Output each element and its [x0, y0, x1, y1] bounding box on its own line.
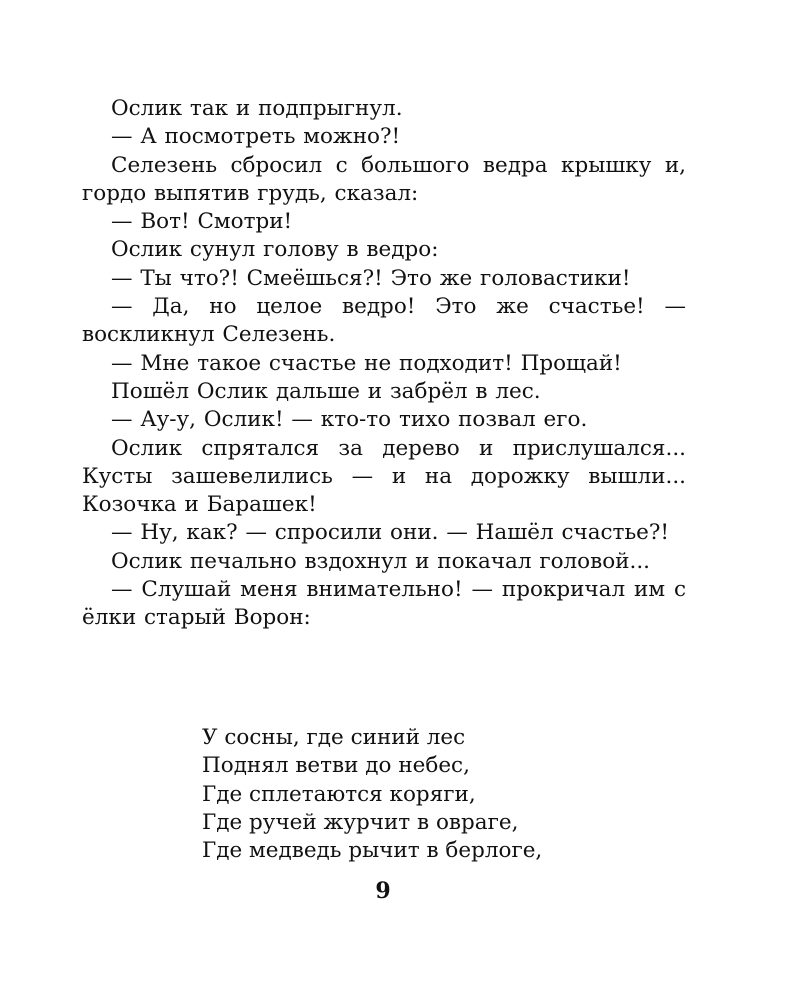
paragraph: Ослик спрятался за дерево и прислушался... Кусты зашевелились — и на дорожку вышли... Козочка и Барашек! [82, 435, 686, 518]
paragraph: Ослик так и подпрыгнул. [111, 96, 403, 121]
paragraph: — Ты что?! Смеёшься?! Это же головастики! [111, 265, 631, 291]
poem-line: У сосны, где синий лес [202, 725, 466, 750]
paragraph: — Ну, как? — спросили они. — Нашёл счастье?! [111, 520, 670, 546]
paragraph: Селезень сбросил с большого ведра крышку и, гордо выпятив грудь, сказал: [82, 152, 686, 206]
page-number: 9 [375, 878, 391, 904]
paragraph: — Да, но целое ведро! Это же счастье! — воскликнул Селезень. [82, 294, 686, 348]
paragraph: — Ау-у, Ослик! — кто-то тихо позвал его. [111, 407, 588, 433]
paragraph: — А посмотреть можно?! [111, 124, 401, 150]
paragraph: Пошёл Ослик дальше и забрёл в лес. [111, 378, 541, 404]
poem-stanza [202, 724, 542, 865]
story-text [82, 95, 686, 633]
poem-line: Где сплетаются коряги, [202, 781, 476, 807]
paragraph: Ослик печально вздохнул и покачал головой... [111, 548, 651, 574]
paragraph: Ослик сунул голову в ведро: [111, 237, 439, 263]
poem-line: Где медведь рычит в берлоге, [202, 838, 543, 864]
poem-line: Поднял ветви до небес, [202, 753, 470, 779]
paragraph: — Слушай меня внимательно! — прокричал им с ёлки старый Ворон: [82, 577, 686, 631]
poem-line: Где ручей журчит в овраге, [202, 809, 519, 835]
paragraph: — Мне такое счастье не подходит! Прощай! [111, 350, 622, 376]
paragraph: — Вот! Смотри! [111, 209, 293, 235]
